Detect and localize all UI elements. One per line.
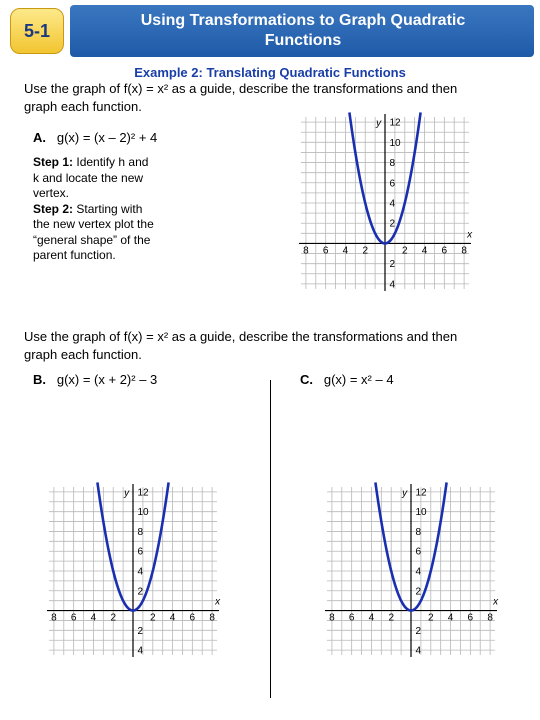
example-title: Example 2: Translating Quadratic Functions xyxy=(134,65,406,80)
x-tick-label: 2 xyxy=(427,612,434,624)
part-c-label: C. xyxy=(300,372,313,387)
x-tick-label: 2 xyxy=(388,612,395,624)
lesson-title-line-2: Functions xyxy=(264,32,342,49)
instruction-1-line-1: Use the graph of f(x) = x² as a guide, describe the transformations and then xyxy=(24,81,458,96)
x-tick-label: 8 xyxy=(209,612,215,624)
graph-c xyxy=(312,478,506,664)
step-2-text-a: Starting with xyxy=(76,201,143,216)
lesson-number-badge: 5-1 xyxy=(10,8,64,54)
x-tick-label: 4 xyxy=(342,245,349,257)
x-axis-label: x xyxy=(215,596,221,608)
step-2-label: Step 2: xyxy=(33,201,74,216)
x-tick-label: 4 xyxy=(368,612,375,624)
part-a-heading xyxy=(33,130,157,145)
y-tick-label: 4 xyxy=(389,279,396,291)
y-tick-label: 12 xyxy=(137,487,149,499)
x-axis-label: x xyxy=(467,229,473,241)
x-tick-label: 2 xyxy=(362,245,369,257)
step-2-text-c: “general shape” of the xyxy=(33,232,151,247)
y-tick-label: 2 xyxy=(137,625,144,637)
y-tick-label: 8 xyxy=(137,526,144,538)
step-1-text-b: k and locate the new xyxy=(33,170,144,185)
part-b-heading xyxy=(33,372,157,387)
instruction-2 xyxy=(24,328,524,364)
part-b-label: B. xyxy=(33,372,46,387)
y-tick-label: 4 xyxy=(137,645,144,657)
column-divider xyxy=(270,380,271,698)
x-tick-label: 6 xyxy=(322,245,329,257)
x-tick-label: 6 xyxy=(441,245,448,257)
x-tick-label: 8 xyxy=(487,612,493,624)
part-a-steps xyxy=(33,155,173,264)
y-tick-label: 2 xyxy=(415,625,422,637)
y-tick-label: 4 xyxy=(415,566,422,578)
y-tick-label: 10 xyxy=(389,137,401,149)
part-c-function: g(x) = x² – 4 xyxy=(323,372,394,387)
step-1-text-c: vertex. xyxy=(33,186,70,200)
instruction-2-line-1: Use the graph of f(x) = x² as a guide, describe the transformations and then xyxy=(24,329,458,344)
step-1-text-a: Identify h and xyxy=(76,155,149,169)
y-tick-label: 6 xyxy=(389,178,396,190)
part-c-heading xyxy=(300,372,394,387)
y-tick-label: 10 xyxy=(137,507,149,519)
y-tick-label: 8 xyxy=(389,158,396,170)
part-b-function: g(x) = (x + 2)² – 3 xyxy=(56,372,158,387)
y-tick-label: 12 xyxy=(415,487,427,499)
y-tick-label: 2 xyxy=(137,586,144,598)
y-tick-label: 4 xyxy=(137,566,144,578)
x-tick-label: 6 xyxy=(467,612,474,624)
part-a-function: g(x) = (x – 2)² + 4 xyxy=(56,130,158,145)
part-a-label: A. xyxy=(33,130,46,145)
x-axis-label: x xyxy=(493,596,499,608)
x-tick-label: 4 xyxy=(90,612,97,624)
lesson-title-line-1: Using Transformations to Graph Quadratic xyxy=(140,12,466,29)
y-tick-label: 10 xyxy=(415,507,427,519)
instruction-2-line-2: graph each function. xyxy=(24,347,142,362)
x-tick-label: 6 xyxy=(189,612,196,624)
x-tick-label: 8 xyxy=(303,245,309,257)
x-tick-label: 2 xyxy=(401,245,408,257)
y-tick-label: 6 xyxy=(137,546,144,558)
x-tick-label: 8 xyxy=(329,612,335,624)
x-tick-label: 6 xyxy=(70,612,77,624)
x-tick-label: 6 xyxy=(348,612,355,624)
y-tick-label: 12 xyxy=(389,117,401,129)
y-tick-label: 2 xyxy=(389,218,396,230)
y-axis-label: y xyxy=(376,118,382,130)
x-tick-label: 4 xyxy=(169,612,176,624)
x-tick-label: 8 xyxy=(461,245,467,257)
x-tick-label: 4 xyxy=(421,245,428,257)
y-tick-label: 2 xyxy=(415,586,422,598)
y-axis-label: y xyxy=(402,487,408,499)
x-tick-label: 2 xyxy=(149,612,156,624)
instruction-1-line-2: graph each function. xyxy=(24,99,142,114)
y-axis-label: y xyxy=(124,487,130,499)
y-tick-label: 2 xyxy=(389,259,396,271)
slide-header xyxy=(0,0,540,62)
y-tick-label: 6 xyxy=(415,546,422,558)
step-2-text-d: parent function. xyxy=(33,248,116,262)
step-2-text-b: the new vertex plot the xyxy=(33,217,154,231)
y-tick-label: 4 xyxy=(389,198,396,210)
graph-a xyxy=(286,108,480,298)
x-tick-label: 2 xyxy=(110,612,117,624)
y-tick-label: 4 xyxy=(415,645,422,657)
y-tick-label: 8 xyxy=(415,526,422,538)
x-tick-label: 8 xyxy=(51,612,57,624)
step-1-label: Step 1: xyxy=(33,155,74,169)
lesson-title xyxy=(78,8,528,54)
x-tick-label: 4 xyxy=(447,612,454,624)
graph-b xyxy=(34,478,228,664)
